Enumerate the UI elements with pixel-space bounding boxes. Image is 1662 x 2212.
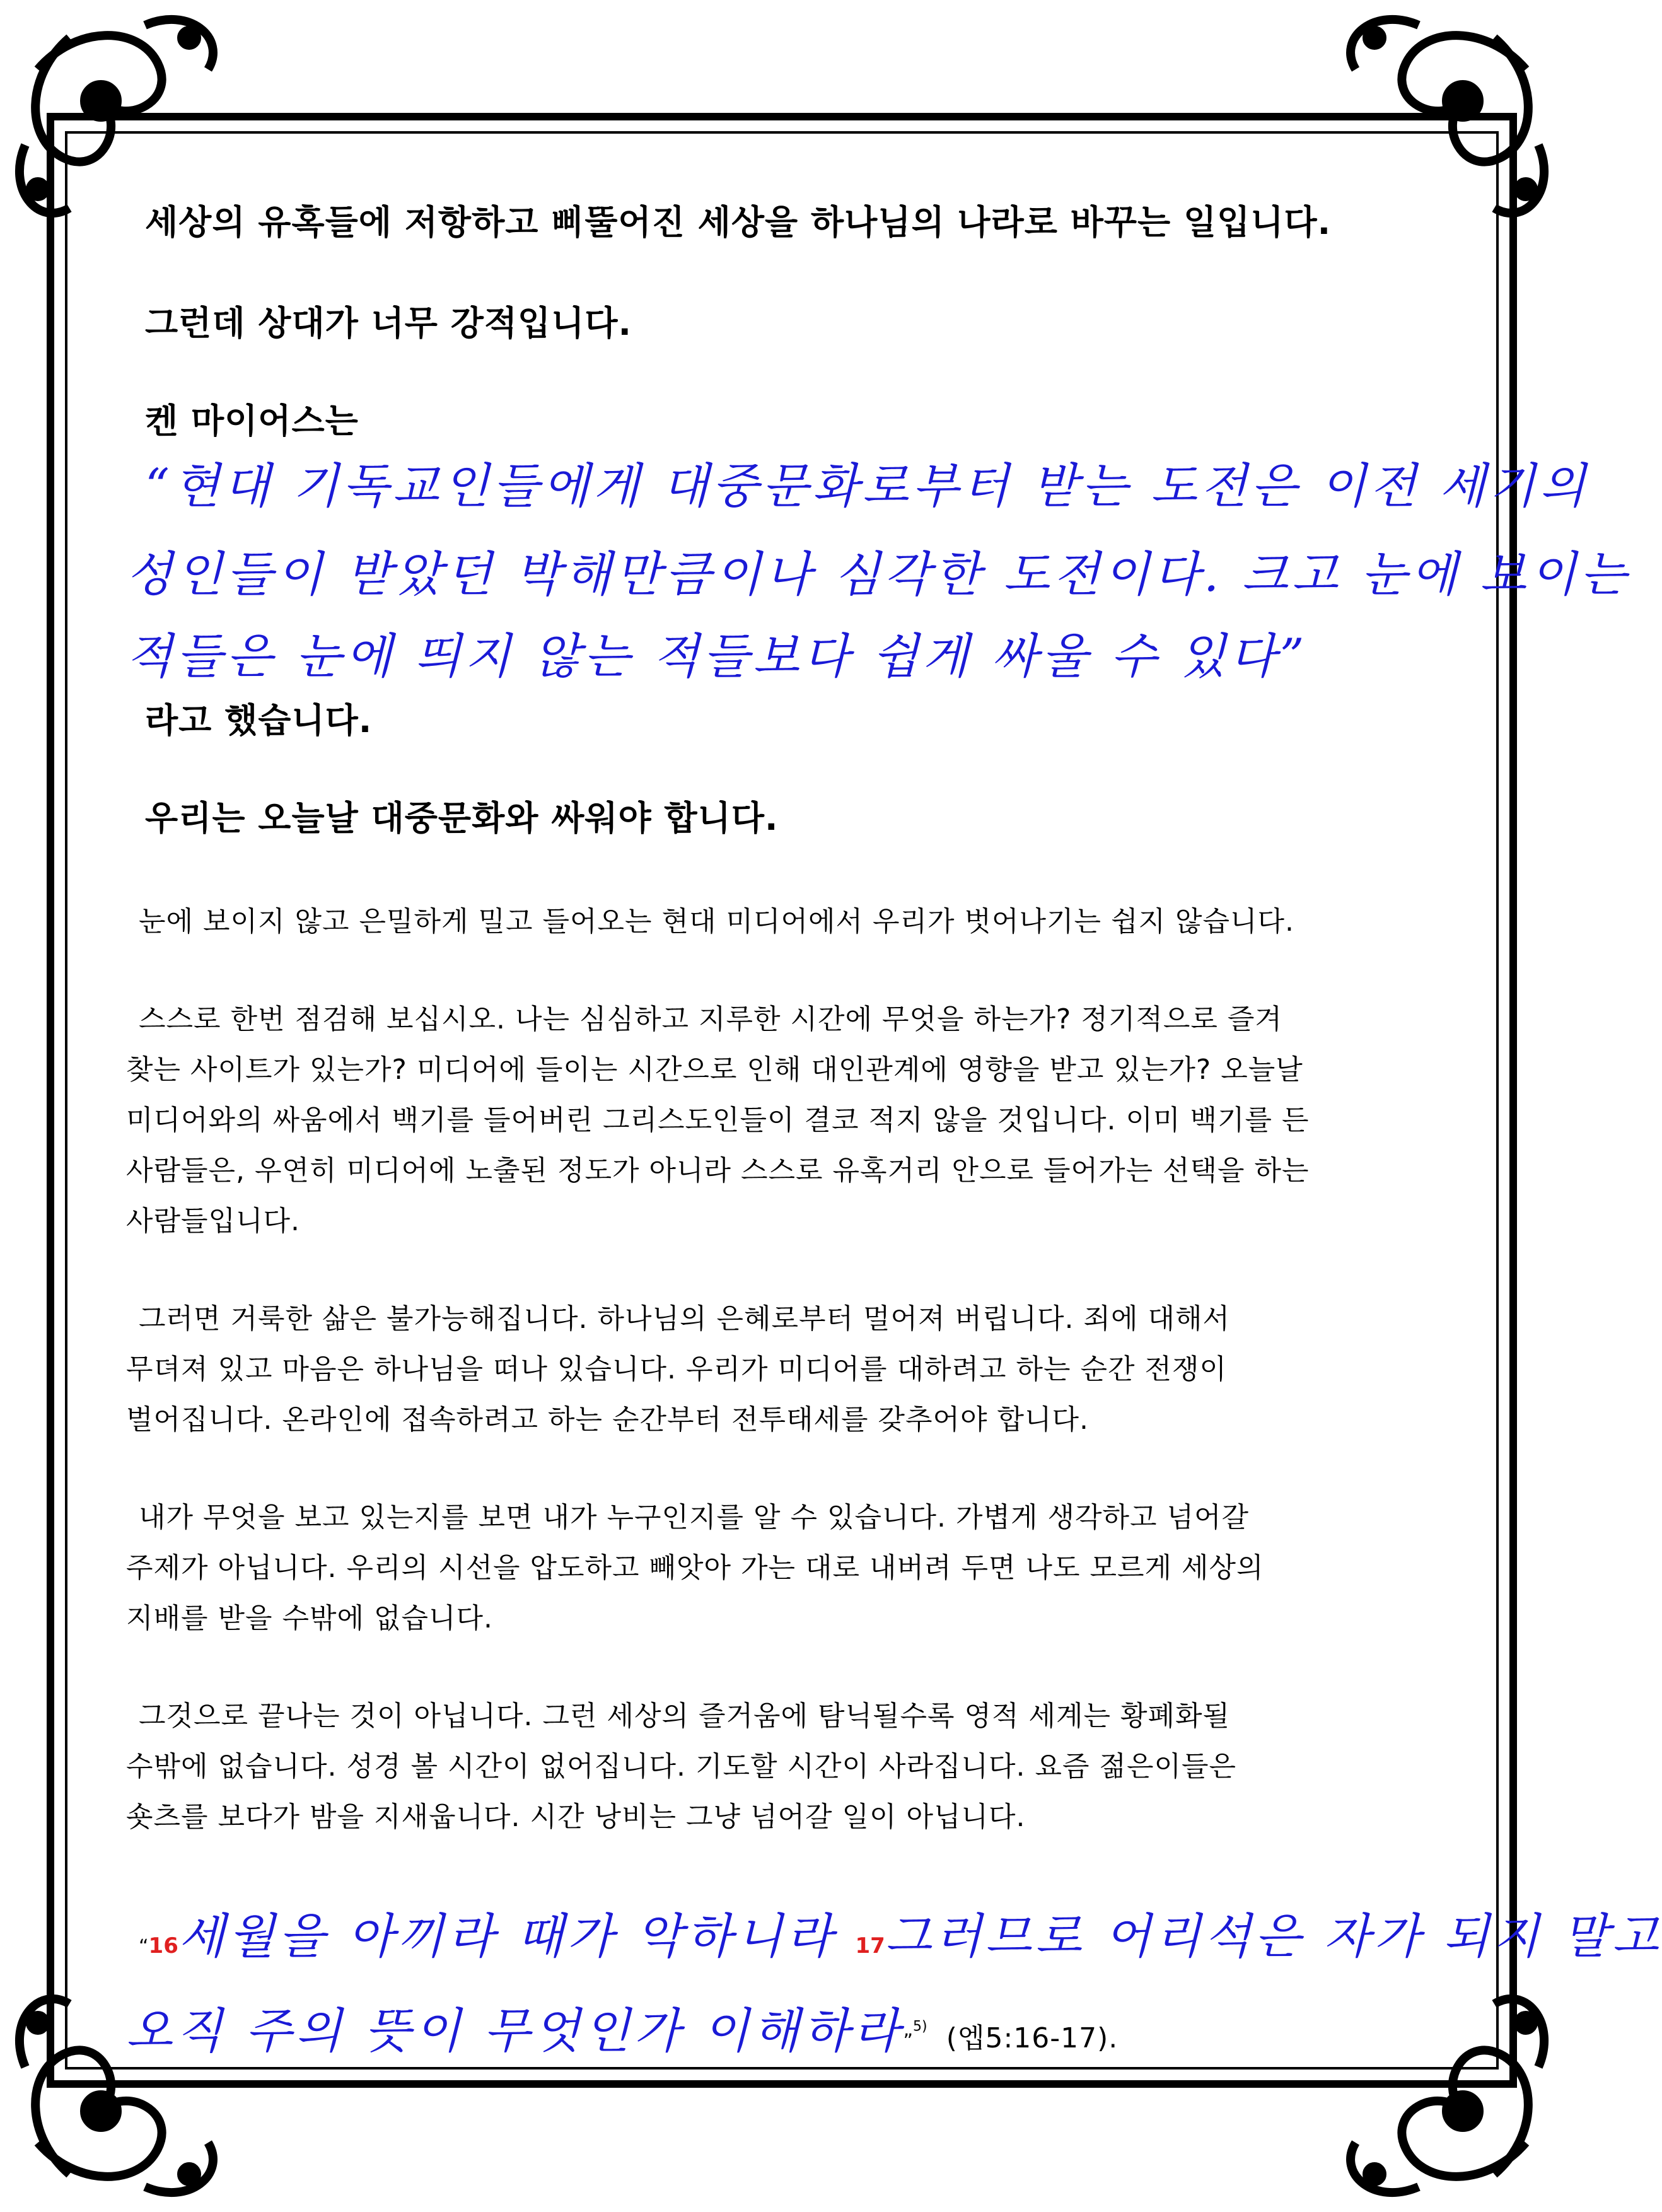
scripture-line-2 [126,1993,1118,2061]
corner-ornament-bottom-right-icon [1351,1999,1544,2192]
paragraph-3-line-3: 벌어집니다. 온라인에 접속하려고 하는 순간부터 전투태세를 갖추어야 합니다. [126,1404,1090,1436]
scripture-open-quote: “ [139,1936,149,1958]
paragraph-1: 눈에 보이지 않고 은밀하게 밀고 들어오는 현대 미디어에서 우리가 벗어나기는 쉽지 않습니다. [139,905,1294,938]
paragraph-2-line-3: 미디어와의 싸움에서 백기를 들어버린 그리스도인들이 결코 적지 않을 것입니다. 이미 백기를 든 [126,1104,1310,1136]
quote-line-3: 적들은 눈에 띄지 않는 적들보다 쉽게 싸울 수 있다” [126,628,1308,684]
verse-16-number: 16 [148,1933,178,1959]
paragraph-5-line-3: 숏츠를 보다가 밤을 지새웁니다. 시간 낭비는 그냥 넘어갈 일이 아닙니다. [126,1801,1026,1833]
verse-16-text: 세월을 아끼라 때가 악하니라 [178,1908,837,1964]
paragraph-4-line-1: 내가 무엇을 보고 있는지를 보면 내가 누구인지를 알 수 있습니다. 가볍게 생각하고 넘어갈 [139,1501,1249,1534]
paragraph-2-line-1: 스스로 한번 점검해 보십시오. 나는 심심하고 지루한 시간에 무엇을 하는가? 정기적으로 즐겨 [139,1003,1282,1035]
paragraph-4-line-3: 지배를 받을 수밖에 없습니다. [126,1602,493,1634]
paragraph-4-line-2: 주제가 아닙니다. 우리의 시선을 압도하고 빼앗아 가는 대로 내버려 두면 나도 모르게 세상의 [126,1552,1264,1584]
verse-17-text-b: 오직 주의 뜻이 무엇인가 이해하라 [126,2003,904,2059]
heading-line-1: 세상의 유혹들에 저항하고 삐뚤어진 세상을 하나님의 나라로 바꾸는 일입니다. [145,202,1332,242]
scripture-reference: (엡5:16-17). [946,2022,1119,2054]
after-quote-line-1: 라고 했습니다. [145,701,373,740]
paragraph-2-line-4: 사람들은, 우연히 미디어에 노출된 정도가 아니라 스스로 유혹거리 안으로 들어가는 선택을 하는 [126,1155,1310,1187]
paragraph-2-line-5: 사람들입니다. [126,1205,301,1237]
heading-line-2: 그런데 상대가 너무 강적입니다. [145,303,632,343]
paragraph-5-line-1: 그것으로 끝나는 것이 아닙니다. 그런 세상의 즐거움에 탐닉될수록 영적 세계는 황폐화될 [139,1700,1230,1732]
footnote-marker: 5) [913,2018,927,2035]
paragraph-2-line-2: 찾는 사이트가 있는가? 미디어에 들이는 시간으로 인해 대인관계에 영향을 받고 있는가? 오늘날 [126,1054,1303,1086]
scripture-close-quote: ” [903,2030,914,2052]
heading-line-3: 켄 마이어스는 [145,401,359,441]
paragraph-3-line-2: 무뎌져 있고 마음은 하나님을 떠나 있습니다. 우리가 미디어를 대하려고 하는 순간 전쟁이 [126,1353,1227,1385]
verse-17-text-a: 그러므로 어리석은 자가 되지 말고 [885,1908,1662,1964]
after-quote-line-2: 우리는 오늘날 대중문화와 싸워야 합니다. [145,798,779,838]
quote-line-2: 성인들이 받았던 박해만큼이나 심각한 도전이다. 크고 눈에 보이는 [126,546,1630,602]
quote-line-1: “현대 기독교인들에게 대중문화로부터 받는 도전은 이전 세기의 [145,458,1589,514]
scripture-line-1 [139,1898,1662,1967]
verse-17-number: 17 [855,1933,885,1959]
paragraph-3-line-1: 그러면 거룩한 삶은 불가능해집니다. 하나님의 은혜로부터 멀어져 버립니다. 죄에 대해서 [139,1303,1230,1335]
paragraph-5-line-2: 수밖에 없습니다. 성경 볼 시간이 없어집니다. 기도할 시간이 사라집니다. 요즘 젊은이들은 [126,1750,1236,1783]
